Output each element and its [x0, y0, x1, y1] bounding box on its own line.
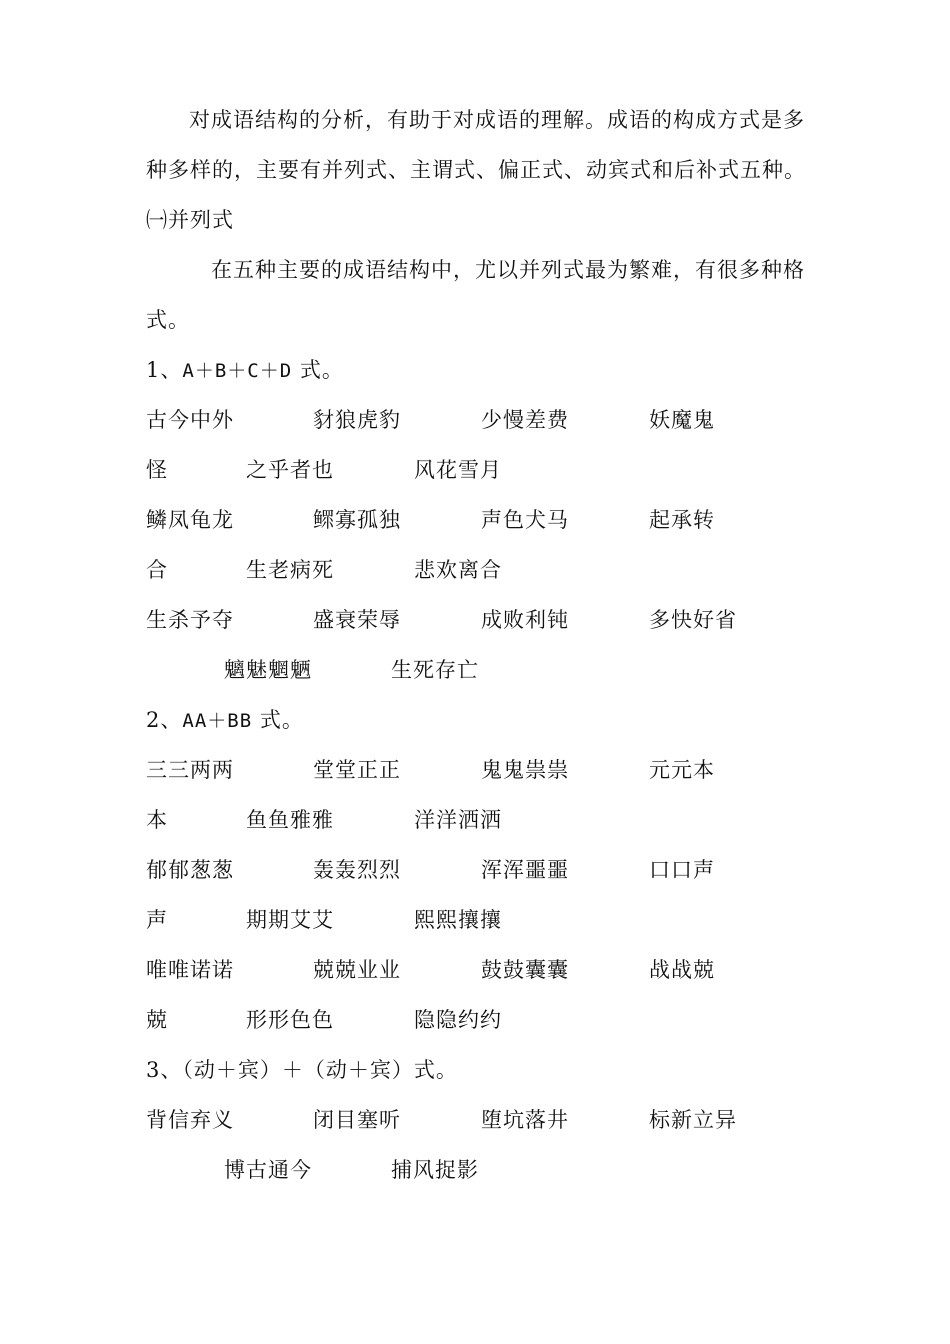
section-para-line-1	[0, 254, 950, 286]
idiom: 起承转	[649, 508, 715, 532]
idiom: 少慢差费	[481, 408, 569, 432]
pattern1-heading-text	[146, 354, 344, 387]
idiom: 熙熙攘攘	[414, 908, 502, 932]
idiom-row	[0, 654, 950, 686]
idiom: 魑魅魍魉	[224, 658, 312, 682]
idiom: 生老病死	[246, 558, 334, 582]
section-para-text-1: 在五种主要的成语结构中，尤以并列式最为繁难，有很多种格	[211, 258, 805, 282]
idiom: 鱼鱼雅雅	[246, 808, 334, 832]
idiom-row	[0, 554, 950, 586]
intro-line-2	[0, 154, 950, 186]
pattern2-formula: AA＋BB	[182, 710, 253, 732]
idiom: 生死存亡	[391, 658, 479, 682]
idiom: 捕风捉影	[391, 1158, 479, 1182]
idiom: 悲欢离合	[414, 558, 502, 582]
idiom-row	[0, 804, 950, 836]
idiom: 战战兢	[649, 958, 715, 982]
idiom-row	[0, 1004, 950, 1036]
section-heading: ㈠并列式	[146, 208, 234, 232]
intro-text-1: 对成语结构的分析，有助于对成语的理解。成语的构成方式是多	[189, 108, 805, 132]
idiom: 三三两两	[146, 758, 234, 782]
idiom: 隐隐约约	[414, 1008, 502, 1032]
idiom: 本	[146, 808, 168, 832]
idiom-row	[0, 1104, 950, 1136]
pattern2-heading-text	[146, 704, 304, 737]
idiom-row	[0, 854, 950, 886]
idiom-row	[0, 404, 950, 436]
idiom-row	[0, 504, 950, 536]
idiom: 口口声	[649, 858, 715, 882]
idiom: 元元本	[649, 758, 715, 782]
idiom: 鳏寡孤独	[313, 508, 401, 532]
idiom: 背信弃义	[146, 1108, 234, 1132]
idiom: 豺狼虎豹	[313, 408, 401, 432]
idiom: 盛衰荣辱	[313, 608, 401, 632]
idiom: 多快好省	[649, 608, 737, 632]
idiom: 唯唯诺诺	[146, 958, 234, 982]
idiom: 声	[146, 908, 168, 932]
pattern1-formula: A＋B＋C＋D	[182, 360, 293, 382]
idiom: 博古通今	[224, 1158, 312, 1182]
idiom: 鬼鬼祟祟	[481, 758, 569, 782]
section-heading-line	[0, 204, 950, 236]
idiom: 标新立异	[649, 1108, 737, 1132]
pattern3-heading-text: 3、（动＋宾）＋（动＋宾）式。	[146, 1058, 458, 1082]
pattern2-suffix: 式。	[252, 708, 304, 732]
idiom: 堂堂正正	[313, 758, 401, 782]
idiom: 轰轰烈烈	[313, 858, 401, 882]
idiom: 合	[146, 558, 168, 582]
idiom: 怪	[146, 458, 168, 482]
intro-text-2: 种多样的，主要有并列式、主谓式、偏正式、动宾式和后补式五种。	[146, 158, 806, 182]
section-para-text-2: 式。	[146, 308, 190, 332]
idiom: 成败利钝	[481, 608, 569, 632]
idiom: 鼓鼓囊囊	[481, 958, 569, 982]
pattern1-heading	[0, 354, 950, 386]
intro-line-1	[0, 104, 950, 136]
idiom: 古今中外	[146, 408, 234, 432]
idiom-row	[0, 954, 950, 986]
idiom: 妖魔鬼	[649, 408, 715, 432]
idiom: 期期艾艾	[246, 908, 334, 932]
idiom: 鳞凤龟龙	[146, 508, 234, 532]
idiom: 之乎者也	[246, 458, 334, 482]
idiom: 堕坑落井	[481, 1108, 569, 1132]
idiom-row	[0, 1154, 950, 1186]
idiom-row	[0, 454, 950, 486]
idiom-row	[0, 604, 950, 636]
idiom: 声色犬马	[481, 508, 569, 532]
pattern3-heading	[0, 1054, 950, 1086]
pattern2-number: 2、	[146, 708, 183, 732]
idiom: 郁郁葱葱	[146, 858, 234, 882]
pattern2-heading	[0, 704, 950, 736]
pattern1-number: 1、	[146, 358, 183, 382]
idiom: 闭目塞听	[313, 1108, 401, 1132]
idiom: 洋洋洒洒	[414, 808, 502, 832]
section-para-line-2	[0, 304, 950, 336]
idiom: 形形色色	[246, 1008, 334, 1032]
idiom: 兢兢业业	[313, 958, 401, 982]
idiom: 生杀予夺	[146, 608, 234, 632]
idiom-row	[0, 754, 950, 786]
idiom: 浑浑噩噩	[481, 858, 569, 882]
idiom: 风花雪月	[414, 458, 502, 482]
idiom-row	[0, 904, 950, 936]
pattern1-suffix: 式。	[292, 358, 344, 382]
idiom: 兢	[146, 1008, 168, 1032]
